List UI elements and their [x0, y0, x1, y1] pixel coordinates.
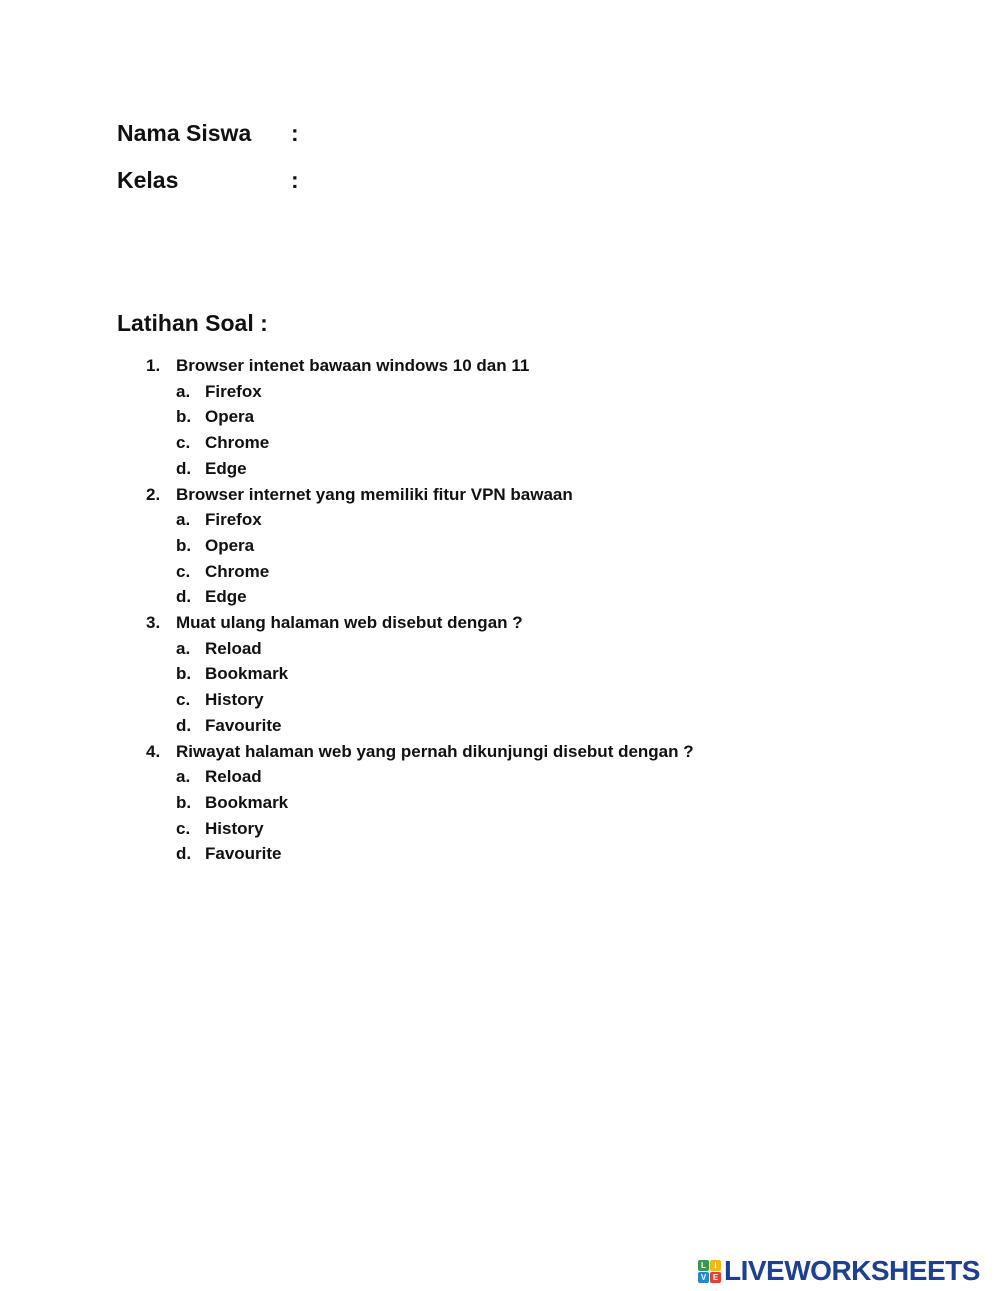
student-name-row: [117, 118, 299, 148]
answer-option[interactable]: [146, 533, 694, 559]
class-colon: :: [291, 167, 299, 193]
class-label: Kelas: [117, 167, 179, 193]
option-text: Chrome: [205, 561, 270, 581]
question-list: [146, 353, 694, 867]
option-text: Favourite: [205, 715, 282, 735]
logo-tile: I: [710, 1260, 721, 1271]
option-text: Reload: [205, 638, 262, 658]
option-text: History: [205, 690, 264, 710]
liveworksheets-logo: [698, 1256, 980, 1286]
question-3: [146, 610, 694, 636]
option-text: Bookmark: [205, 792, 289, 812]
option-text: Edge: [205, 458, 247, 478]
answer-option[interactable]: [146, 584, 694, 610]
option-letter: b.: [176, 664, 192, 684]
option-letter: a.: [176, 381, 191, 401]
option-text: Firefox: [205, 381, 262, 401]
answer-option[interactable]: [146, 713, 694, 739]
answer-option[interactable]: [146, 687, 694, 713]
question-number: 1.: [146, 356, 161, 375]
answer-option[interactable]: [146, 661, 694, 687]
section-title: Latihan Soal :: [117, 310, 268, 336]
question-text: Browser internet yang memiliki fitur VPN bawaan: [176, 484, 573, 504]
option-letter: d.: [176, 587, 192, 607]
logo-tiles-icon: [698, 1260, 721, 1283]
option-text: Firefox: [205, 510, 262, 530]
answer-option[interactable]: [146, 841, 694, 867]
option-letter: b.: [176, 535, 192, 555]
option-text: Chrome: [205, 433, 270, 453]
question-text: Muat ulang halaman web disebut dengan ?: [176, 613, 523, 633]
option-text: History: [205, 818, 264, 838]
answer-option[interactable]: [146, 507, 694, 533]
option-letter: d.: [176, 844, 192, 864]
answer-option[interactable]: [146, 430, 694, 456]
option-letter: d.: [176, 715, 192, 735]
logo-tile: L: [698, 1260, 709, 1271]
option-text: Opera: [205, 407, 255, 427]
answer-option[interactable]: [146, 764, 694, 790]
question-2: [146, 482, 694, 508]
option-letter: c.: [176, 818, 191, 838]
option-letter: b.: [176, 792, 192, 812]
option-text: Bookmark: [205, 664, 289, 684]
question-4: [146, 739, 694, 765]
option-letter: c.: [176, 561, 191, 581]
answer-option[interactable]: [146, 559, 694, 585]
answer-option[interactable]: [146, 379, 694, 405]
question-number: 2.: [146, 484, 161, 504]
option-text: Edge: [205, 587, 247, 607]
question-text: Browser intenet bawaan windows 10 dan 11: [176, 356, 530, 375]
answer-option[interactable]: [146, 790, 694, 816]
question-1: [146, 353, 694, 379]
option-text: Reload: [205, 767, 262, 787]
option-letter: c.: [176, 433, 191, 453]
answer-option[interactable]: [146, 816, 694, 842]
question-number: 4.: [146, 741, 161, 761]
option-letter: c.: [176, 690, 191, 710]
option-text: Opera: [205, 535, 255, 555]
question-number: 3.: [146, 613, 161, 633]
logo-tile: V: [698, 1272, 709, 1283]
logo-tile: E: [710, 1272, 721, 1283]
answer-option[interactable]: [146, 636, 694, 662]
option-letter: b.: [176, 407, 192, 427]
option-letter: d.: [176, 458, 192, 478]
option-text: Favourite: [205, 844, 282, 864]
option-letter: a.: [176, 767, 191, 787]
question-text: Riwayat halaman web yang pernah dikunjungi disebut dengan ?: [176, 741, 694, 761]
answer-option[interactable]: [146, 456, 694, 482]
option-letter: a.: [176, 510, 191, 530]
student-name-colon: :: [291, 120, 299, 146]
option-letter: a.: [176, 638, 191, 658]
answer-option[interactable]: [146, 404, 694, 430]
student-name-label: Nama Siswa: [117, 120, 252, 146]
logo-text: LIVEWORKSHEETS: [724, 1255, 980, 1286]
class-row: [117, 165, 299, 195]
